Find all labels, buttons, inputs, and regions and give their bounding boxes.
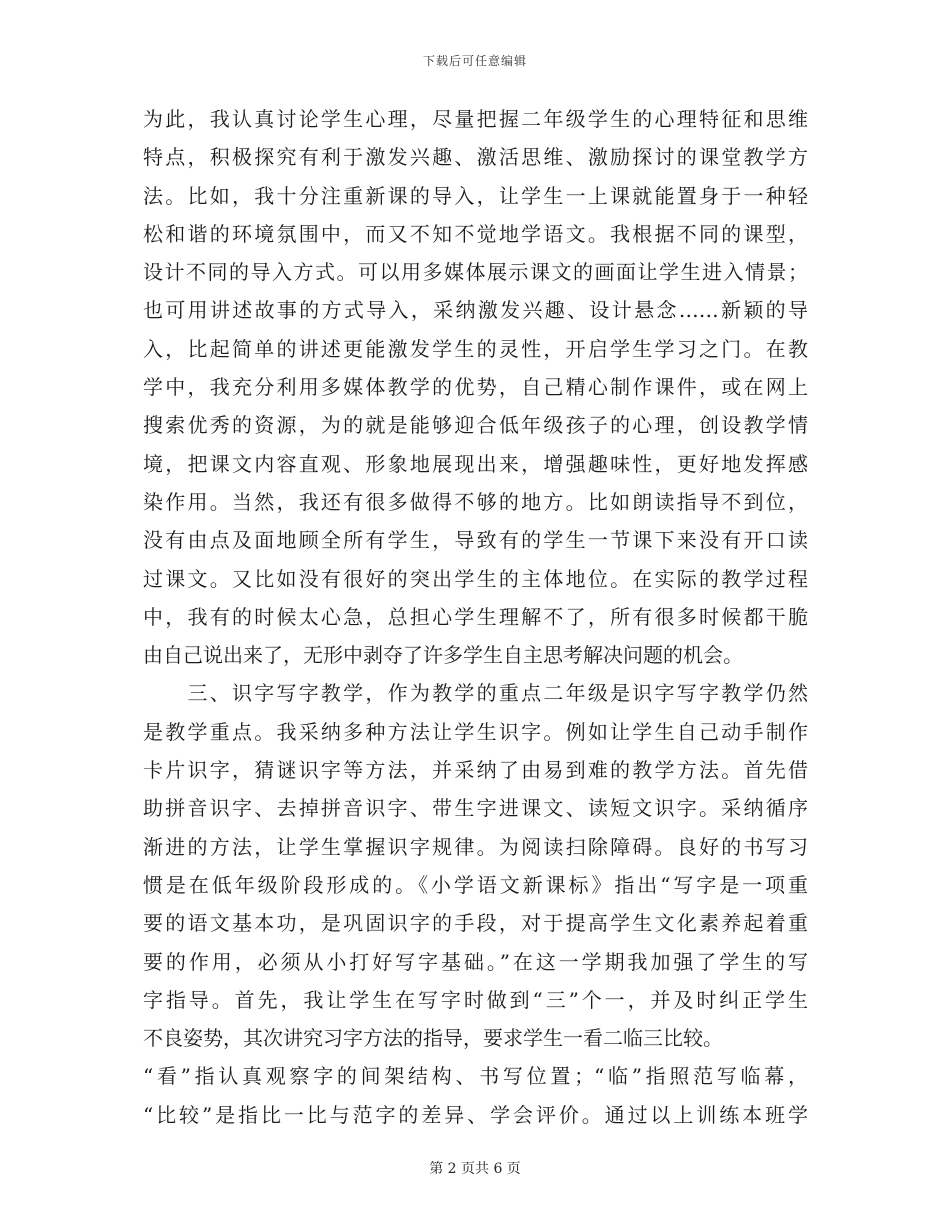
text-line: 卡片识字，猜谜识字等方法，并采纳了由易到难的教学方法。首先借	[143, 758, 808, 783]
page-header: 下载后可任意编辑	[422, 54, 527, 68]
text-line: 入，比起简单的讲述更能激发学生的灵性，开启学生学习之门。在教	[143, 336, 808, 361]
text-line: 松和谐的环境氛围中，而又不知不觉地学语文。我根据不同的课型，	[143, 221, 808, 246]
text-line: “比较”是指比一比与范字的差异、学会评价。通过以上训练本班学	[143, 1102, 808, 1127]
text-line: 是教学重点。我采纳多种方法让学生识字。例如让学生自己动手制作	[143, 719, 808, 744]
text-line: 渐进的方法，让学生掌握识字规律。为阅读扫除障碍。良好的书写习	[143, 834, 808, 859]
text-line: 助拼音识字、去掉拼音识字、带生字进课文、读短文识字。采纳循序	[143, 796, 808, 821]
text-line: 染作用。当然，我还有很多做得不够的地方。比如朗读指导不到位，	[143, 489, 808, 514]
text-line: 中，我有的时候太心急，总担心学生理解不了，所有很多时候都干脆	[143, 604, 808, 629]
text-line: 学中，我充分利用多媒体教学的优势，自己精心制作课件，或在网上	[143, 375, 808, 400]
page-number: 第 2 页共 6 页	[429, 1161, 521, 1177]
text-line: 法。比如，我十分注重新课的导入，让学生一上课就能置身于一种轻	[143, 183, 808, 208]
text-line: 设计不同的导入方式。可以用多媒体展示课文的画面让学生进入情景；	[143, 260, 808, 285]
text-line: 要的作用，必须从小打好写字基础。”在这一学期我加强了学生的写	[143, 949, 808, 974]
text-line: 字指导。首先，我让学生在写字时做到“三”个一，并及时纠正学生	[143, 987, 808, 1012]
text-line: 过课文。又比如没有很好的突出学生的主体地位。在实际的教学过程	[143, 566, 808, 591]
text-line: “看”指认真观察字的间架结构、书写位置；“临”指照范写临幕，	[143, 1064, 808, 1089]
text-line: 三、识字写字教学，作为教学的重点二年级是识字写字教学仍然	[143, 681, 808, 706]
text-line: 特点，积极探究有利于激发兴趣、激活思维、激励探讨的课堂教学方	[143, 145, 808, 170]
text-line: 惯是在低年级阶段形成的。《小学语文新课标》指出“写字是一项重	[143, 872, 808, 897]
text-line: 搜索优秀的资源，为的就是能够迎合低年级孩子的心理，创设教学情	[143, 413, 808, 438]
text-line: 为此，我认真讨论学生心理，尽量把握二年级学生的心理特征和思维	[143, 107, 808, 131]
text-line: 要的语文基本功，是巩固识字的手段，对于提高学生文化素养起着重	[143, 911, 808, 936]
text-line: 也可用讲述故事的方式导入，采纳激发兴趣、设计悬念……新颖的导	[143, 298, 808, 323]
document-body	[143, 100, 808, 1134]
paragraph-end-line: 由自己说出来了，无形中剥夺了许多学生自主思考解决问题的机会。	[143, 643, 743, 668]
text-line: 没有由点及面地顾全所有学生，导致有的学生一节课下来没有开口读	[143, 528, 808, 553]
text-line: 境，把课文内容直观、形象地展现出来，增强趣味性，更好地发挥感	[143, 451, 808, 476]
text-line: 不良姿势，其次讲究习字方法的指导，要求学生一看二临三比较。	[143, 1026, 723, 1051]
